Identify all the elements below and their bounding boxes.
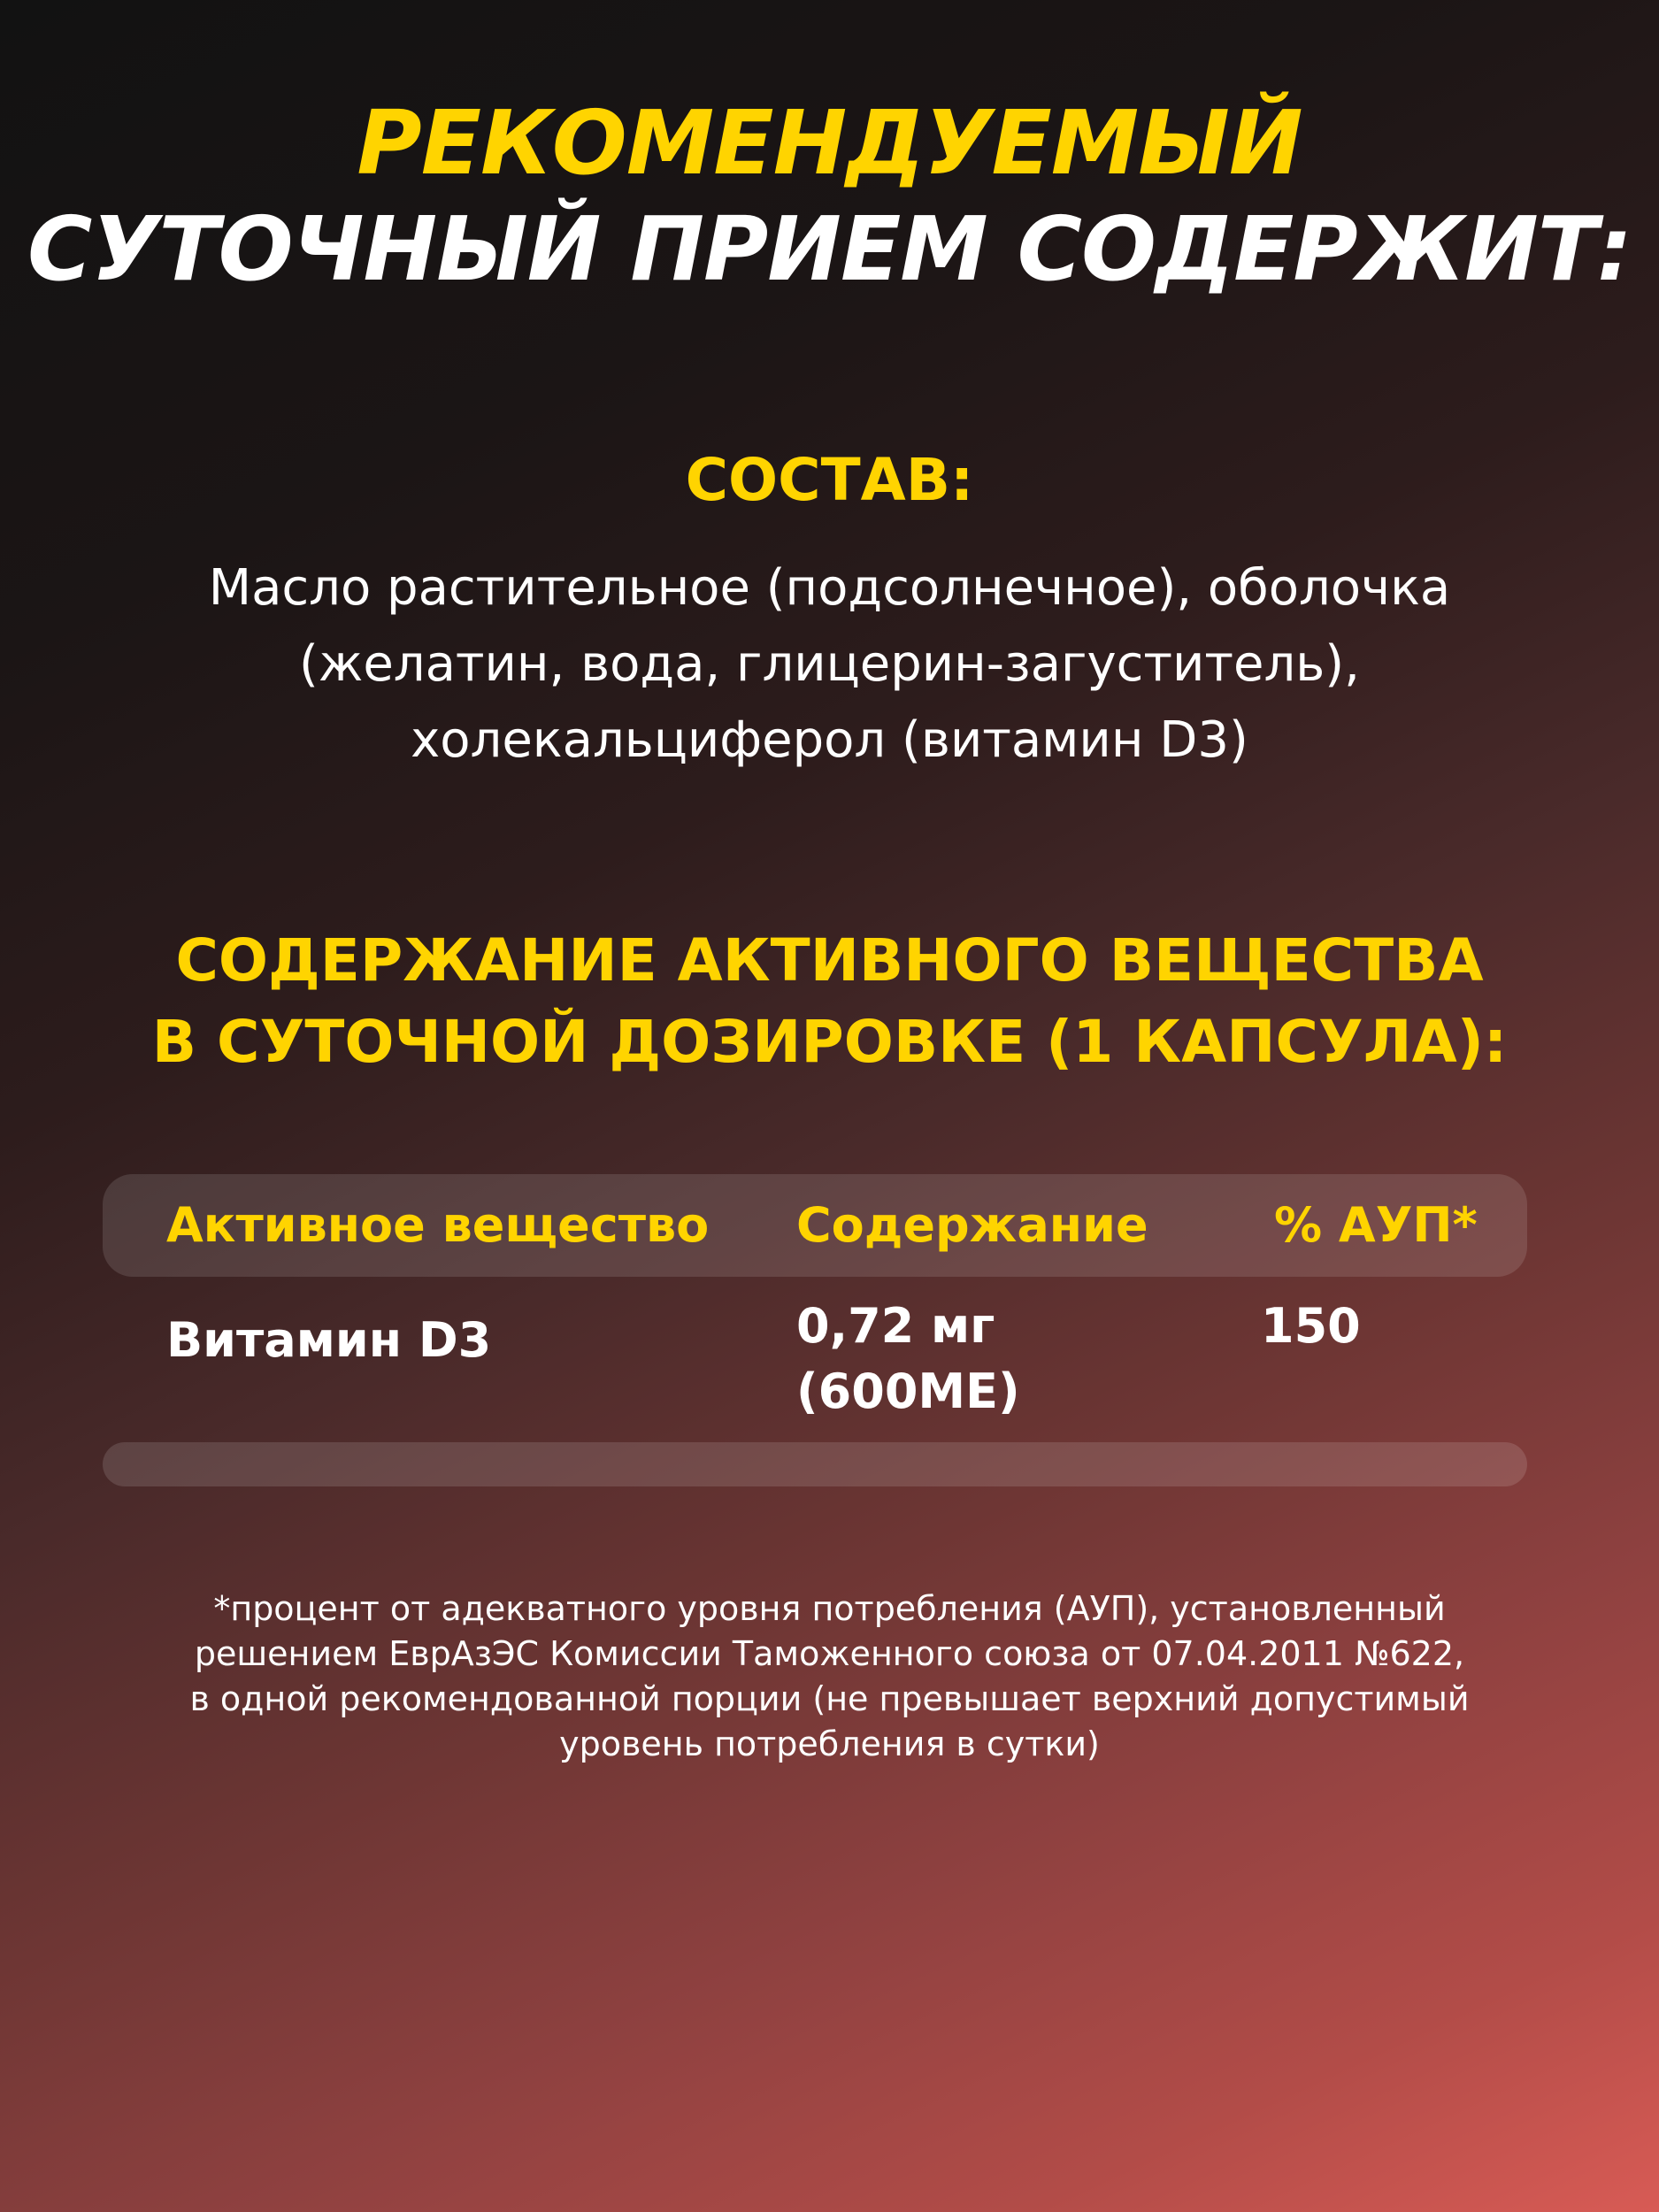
footnote (106, 1586, 1553, 1767)
title-line-1: РЕКОМЕНДУЕМЫЙ (357, 91, 1302, 195)
footnote-line: решением ЕврАзЭС Комиссии Таможенного союза от 07.04.2011 №622, (194, 1634, 1465, 1673)
footnote-line: уровень потребления в сутки) (559, 1724, 1100, 1763)
composition-line: холекальциферол (витамин D3) (411, 711, 1248, 769)
active-heading-line: СОДЕРЖАНИЕ АКТИВНОГО ВЕЩЕСТВА (175, 926, 1484, 995)
column-header-substance: Активное вещество (166, 1197, 710, 1253)
composition-line: (желатин, вода, глицерин-загуститель), (299, 635, 1360, 693)
cell-substance: Витамин D3 (166, 1312, 492, 1368)
active-substance-heading (0, 920, 1659, 1083)
table-footer-bar (103, 1442, 1527, 1486)
composition-line: Масло растительное (подсолнечное), оболочка (208, 559, 1451, 617)
title-line-2: СУТОЧНЫЙ ПРИЕМ СОДЕРЖИТ: (27, 197, 1632, 301)
cell-percent: 150 (1261, 1298, 1361, 1354)
footnote-line: в одной рекомендованной порции (не превышает верхний допустимый (189, 1679, 1470, 1718)
cell-content-line: (600МЕ) (796, 1363, 1020, 1419)
column-header-content: Содержание (796, 1197, 1148, 1253)
cell-content-line: 0,72 мг (796, 1298, 995, 1354)
cell-content (796, 1294, 1020, 1425)
active-heading-line: В СУТОЧНОЙ ДОЗИРОВКЕ (1 КАПСУЛА): (151, 1008, 1508, 1076)
footnote-line: *процент от адекватного уровня потребления (АУП), установленный (213, 1589, 1446, 1628)
column-header-percent: % АУП* (1274, 1197, 1478, 1253)
composition-heading: СОСТАВ: (685, 446, 974, 514)
composition-text (88, 550, 1571, 779)
